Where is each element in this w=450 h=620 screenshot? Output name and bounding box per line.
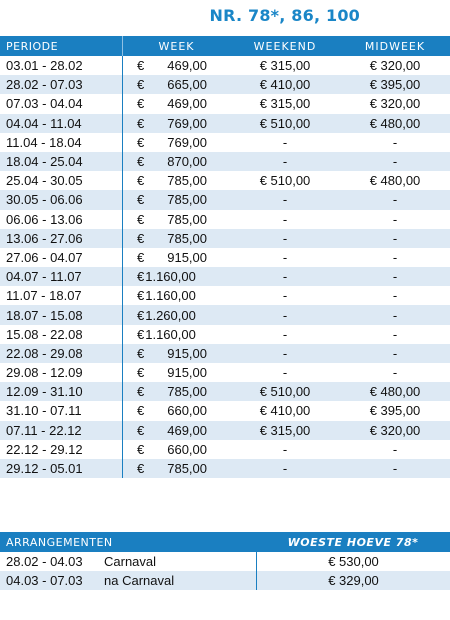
period-cell: 27.06 - 04.07 [6,249,83,265]
currency-symbol: € [137,441,145,457]
midweek-price-cell: - [392,441,398,457]
weekend-price-cell: € 410,00 [259,403,311,419]
midweek-price-cell: € 480,00 [369,115,421,131]
period-cell: 07.11 - 22.12 [6,422,82,438]
arrangements-body [0,552,450,590]
weekend-price-cell: - [282,134,288,150]
period-cell: 04.07 - 11.07 [6,269,82,285]
period-cell: 25.04 - 30.05 [6,173,83,189]
week-price-cell [122,133,230,152]
midweek-price-cell: - [392,288,398,304]
period-cell: 22.12 - 29.12 [6,441,83,457]
midweek-price-cell: € 395,00 [369,77,421,93]
header-midweek: MIDWEEK [364,39,426,53]
arrangements-table [0,532,450,590]
week-amount: 660,00 [167,403,207,419]
midweek-price-cell: - [392,307,398,323]
header-period: PERIODE [6,39,59,53]
table-row [0,286,450,305]
table-row [0,401,450,420]
period-cell: 18.04 - 25.04 [6,154,83,170]
header-weekend: WEEKEND [253,39,317,53]
period-cell: 31.10 - 07.11 [6,403,82,419]
table-row [0,267,450,286]
week-amount: 785,00 [167,173,207,189]
week-price-cell [122,114,230,133]
table-row [0,133,450,152]
arrangement-price: € 530,00 [256,552,450,571]
week-amount: 1.160,00 [145,269,196,285]
week-price-cell [122,325,230,344]
week-amount: 785,00 [167,192,207,208]
week-price-cell [122,190,230,209]
week-price-cell [122,75,230,94]
weekend-price-cell: - [282,288,288,304]
week-amount: 915,00 [167,345,207,361]
period-cell: 29.12 - 05.01 [6,461,83,477]
week-amount: 785,00 [167,461,207,477]
weekend-price-cell: - [282,365,288,381]
table-row [0,152,450,171]
week-amount: 660,00 [167,441,207,457]
week-amount: 915,00 [167,365,207,381]
week-price-cell [122,248,230,267]
table-row [0,75,450,94]
week-amount: 785,00 [167,230,207,246]
midweek-price-cell: - [392,134,398,150]
table-row [0,459,450,478]
midweek-price-cell: - [392,211,398,227]
price-table-body [0,56,450,478]
page-title: NR. 78*, 86, 100 [209,6,360,25]
arrangement-price: € 329,00 [256,571,450,590]
week-price-cell [122,363,230,382]
period-cell: 04.04 - 11.04 [6,115,82,131]
weekend-price-cell: € 510,00 [259,115,311,131]
midweek-price-cell: € 320,00 [369,96,421,112]
week-amount: 785,00 [167,384,207,400]
week-amount: 1.160,00 [145,288,196,304]
table-row [0,114,450,133]
midweek-price-cell: - [392,192,398,208]
week-price-cell [122,267,230,286]
midweek-price-cell: - [392,365,398,381]
weekend-price-cell: - [282,345,288,361]
week-price-cell [122,56,230,75]
weekend-price-cell: € 315,00 [259,422,311,438]
week-amount: 769,00 [167,134,207,150]
weekend-price-cell: - [282,230,288,246]
weekend-price-cell: - [282,249,288,265]
currency-symbol: € [137,173,145,189]
currency-symbol: € [137,249,145,265]
period-cell: 13.06 - 27.06 [6,230,83,246]
table-row [0,248,450,267]
weekend-price-cell: - [282,211,288,227]
currency-symbol: € [137,58,145,74]
midweek-price-cell: - [392,461,398,477]
table-row [0,325,450,344]
weekend-price-cell: - [282,154,288,170]
week-price-cell [122,229,230,248]
period-cell: 15.08 - 22.08 [6,326,83,342]
table-row [0,363,450,382]
week-price-cell [122,421,230,440]
currency-symbol: € [137,307,145,323]
weekend-price-cell: - [282,192,288,208]
period-cell: 29.08 - 12.09 [6,365,83,381]
weekend-price-cell: € 315,00 [259,58,311,74]
weekend-price-cell: - [282,326,288,342]
weekend-price-cell: € 510,00 [259,173,311,189]
week-price-cell [122,171,230,190]
table-row [0,210,450,229]
week-amount: 665,00 [167,77,207,93]
midweek-price-cell: - [392,230,398,246]
currency-symbol: € [137,115,145,131]
week-price-cell [122,440,230,459]
week-price-cell [122,401,230,420]
weekend-price-cell: - [282,461,288,477]
table-row [0,344,450,363]
week-amount: 870,00 [167,154,207,170]
table-row [0,305,450,324]
weekend-price-cell: - [282,269,288,285]
currency-symbol: € [137,154,145,170]
arrangements-header [0,532,450,552]
period-cell: 07.03 - 04.04 [6,96,83,112]
midweek-price-cell: € 395,00 [369,403,421,419]
price-table [0,36,450,478]
currency-symbol: € [137,403,145,419]
week-price-cell [122,210,230,229]
period-cell: 28.02 - 07.03 [6,77,83,93]
table-row [0,190,450,209]
midweek-price-cell: - [392,269,398,285]
arrangement-date: 04.03 - 07.03 [6,573,83,588]
table-row [0,94,450,113]
week-amount: 785,00 [167,211,207,227]
table-row [0,421,450,440]
period-cell: 11.04 - 18.04 [6,134,82,150]
period-cell: 11.07 - 18.07 [6,288,82,304]
table-row [0,56,450,75]
week-price-cell [122,305,230,324]
currency-symbol: € [137,288,145,304]
week-amount: 1.260,00 [145,307,196,323]
currency-symbol: € [137,461,145,477]
currency-symbol: € [137,77,145,93]
midweek-price-cell: - [392,154,398,170]
weekend-price-cell: € 315,00 [259,96,311,112]
midweek-price-cell: - [392,249,398,265]
price-table-header [0,36,450,56]
week-amount: 469,00 [167,422,207,438]
period-cell: 18.07 - 15.08 [6,307,83,323]
week-price-cell [122,382,230,401]
week-price-cell [122,152,230,171]
table-row [0,382,450,401]
arrangements-header-house: WOESTE HOEVE 78* [287,535,419,549]
week-amount: 769,00 [167,115,207,131]
period-cell: 06.06 - 13.06 [6,211,83,227]
week-amount: 469,00 [167,58,207,74]
table-row [0,171,450,190]
currency-symbol: € [137,269,145,285]
currency-symbol: € [137,211,145,227]
currency-symbol: € [137,192,145,208]
period-cell: 30.05 - 06.06 [6,192,83,208]
week-price-cell [122,94,230,113]
currency-symbol: € [137,422,145,438]
currency-symbol: € [137,134,145,150]
week-amount: 469,00 [167,96,207,112]
week-price-cell [122,459,230,478]
arrangement-row [0,571,450,590]
week-amount: 1.160,00 [145,326,196,342]
period-cell: 03.01 - 28.02 [6,58,83,74]
midweek-price-cell: - [392,345,398,361]
midweek-price-cell: € 320,00 [369,58,421,74]
arrangement-row [0,552,450,571]
week-amount: 915,00 [167,249,207,265]
currency-symbol: € [137,96,145,112]
arrangement-name: Carnaval [104,554,157,569]
midweek-price-cell: € 320,00 [369,422,421,438]
arrangement-name: na Carnaval [104,573,175,588]
midweek-price-cell: - [392,326,398,342]
table-row [0,440,450,459]
weekend-price-cell: € 410,00 [259,77,311,93]
weekend-price-cell: - [282,441,288,457]
currency-symbol: € [137,230,145,246]
currency-symbol: € [137,365,145,381]
currency-symbol: € [137,326,145,342]
period-cell: 22.08 - 29.08 [6,345,83,361]
period-cell: 12.09 - 31.10 [6,384,83,400]
currency-symbol: € [137,384,145,400]
midweek-price-cell: € 480,00 [369,384,421,400]
header-week: WEEK [122,36,230,56]
midweek-price-cell: € 480,00 [369,173,421,189]
currency-symbol: € [137,345,145,361]
week-price-cell [122,344,230,363]
arrangements-header-label: ARRANGEMENTEN [6,535,113,549]
weekend-price-cell: € 510,00 [259,384,311,400]
arrangement-date: 28.02 - 04.03 [6,554,83,569]
table-row [0,229,450,248]
week-price-cell [122,286,230,305]
weekend-price-cell: - [282,307,288,323]
